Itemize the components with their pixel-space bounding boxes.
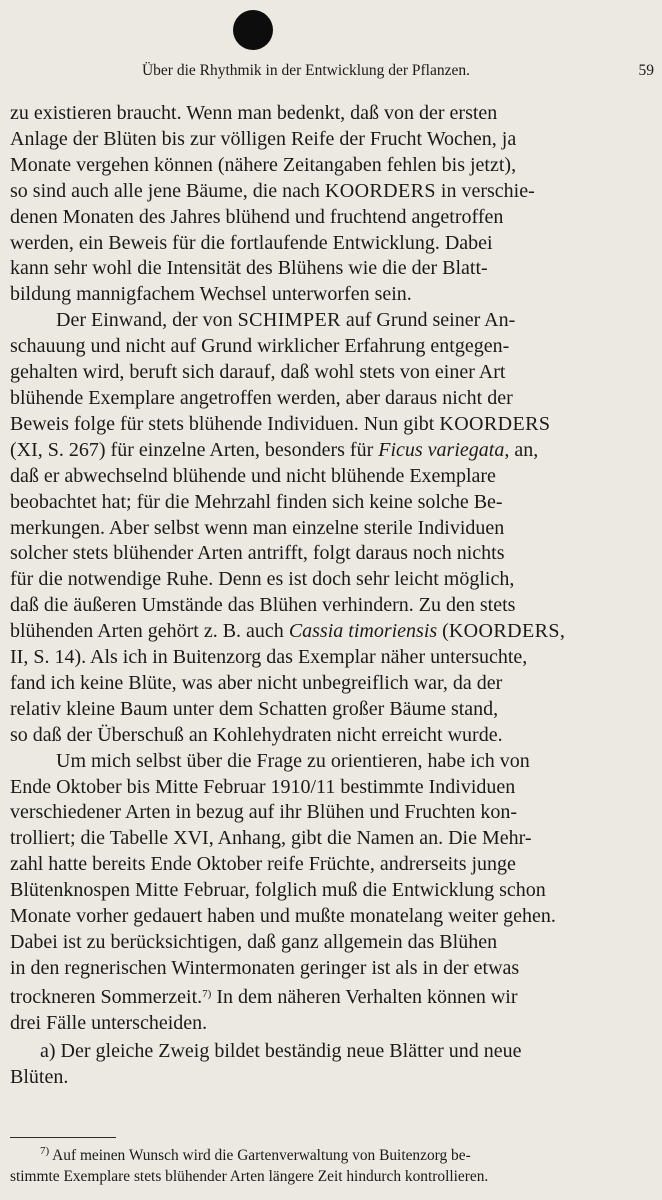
text-line: Beweis folge für stets blühende Individuen. Nun gibt KOORDERS — [10, 412, 551, 435]
text-line: relativ kleine Baum unter dem Schatten großer Bäume stand, — [10, 697, 499, 720]
text-line: zahl hatte bereits Ende Oktober reife Früchte, andrerseits junge — [10, 853, 516, 876]
text-line: Um mich selbst über die Frage zu orientieren, habe ich von — [56, 749, 530, 772]
species-name: Ficus variegata — [378, 438, 505, 461]
text-line: schauung und nicht auf Grund wirklicher Erfahrung entgegen- — [10, 335, 510, 358]
paragraph-1 — [10, 101, 656, 308]
text-line: daß die äußeren Umstände das Blühen verhindern. Zu den stets — [10, 594, 516, 617]
text-line: kann sehr wohl die Intensität des Blühens wie die der Blatt- — [10, 257, 488, 280]
text-line: verschiedener Arten in bezug auf ihr Blühen und Fruchten kon- — [10, 801, 518, 824]
author-name: KOORDERS — [448, 620, 560, 643]
running-title: Über die Rhythmik in der Entwicklung der Pflanzen. — [141, 62, 470, 79]
author-name: SCHIMPER — [237, 309, 341, 332]
text-line: drei Fälle unterscheiden. — [10, 1011, 208, 1034]
text-line: zu existieren braucht. Wenn man bedenkt, daß von der ersten — [10, 102, 498, 124]
footnote-rule — [10, 1137, 116, 1138]
text-line: gehalten wird, beruft sich darauf, daß wohl stets von einer Art — [10, 361, 506, 384]
text-line: blühenden Arten gehört z. B. auch Cassia timoriensis (KOORDERS, — [10, 620, 565, 643]
text-line: Monate vergehen können (nähere Zeitangaben fehlen bis jetzt), — [10, 153, 517, 176]
text-line: Ende Oktober bis Mitte Februar 1910/11 bestimmte Individuen — [10, 775, 516, 798]
footnote-line: $^{7)}$ Auf meinen Wunsch wird die Gartenverwaltung von Buitenzorg be- — [40, 1145, 471, 1164]
text-line: Anlage der Blüten bis zur völligen Reife der Frucht Wochen, ja — [10, 127, 517, 150]
text-line: Blüten. — [10, 1065, 69, 1088]
text-line: bildung mannigfachem Wechsel unterworfen sein. — [10, 283, 412, 306]
footnote-marker: 7) — [40, 1145, 50, 1157]
footnote-marker: 7) — [202, 987, 212, 1000]
footnote — [10, 1141, 656, 1187]
text-line: beobachtet hat; für die Mehrzahl finden sich keine solche Be- — [10, 490, 503, 513]
paragraph-3 — [10, 749, 656, 1037]
body-text — [10, 101, 656, 1090]
running-head — [0, 62, 662, 86]
species-name: Cassia timoriensis — [288, 620, 438, 643]
page-number: 59 — [638, 62, 654, 79]
text-line: in den regnerischen Wintermonaten geringer ist als in der etwas — [10, 956, 520, 979]
text-line: so sind auch alle jene Bäume, die nach KOORDERS in verschie- — [10, 179, 535, 202]
paragraph-2 — [10, 308, 656, 748]
punch-hole — [233, 10, 273, 50]
text-line: a) Der gleiche Zweig bildet beständig neue Blätter und neue — [40, 1039, 522, 1062]
text-line: für die notwendige Ruhe. Denn es ist doch sehr leicht möglich, — [10, 568, 515, 591]
text-line: blühende Exemplare angetroffen werden, aber daraus nicht der — [10, 386, 513, 409]
text-line: merkungen. Aber selbst wenn man einzelne sterile Individuen — [10, 516, 505, 539]
text-line: Blütenknospen Mitte Februar, folglich muß die Entwicklung schon — [10, 879, 546, 902]
text-line: Monate vorher gedauert haben und mußte monatelang weiter gehen. — [10, 905, 556, 928]
text-line: Der Einwand, der von SCHIMPER auf Grund seiner An- — [56, 309, 516, 332]
paragraph-4 — [10, 1039, 656, 1091]
text-line: werden, ein Beweis für die fortlaufende Entwicklung. Dabei — [10, 231, 493, 254]
footnote-line: stimmte Exemplare stets blühender Arten längere Zeit hindurch kontrollieren. — [10, 1168, 489, 1185]
text-line: Dabei ist zu berücksichtigen, daß ganz allgemein das Blühen — [10, 931, 498, 953]
text-line: fand ich keine Blüte, was aber nicht unbegreiflich war, da der — [10, 671, 503, 694]
text-line: (XI, S. 267) für einzelne Arten, besonders für Ficus variegata, an, — [10, 438, 539, 461]
text-line: so daß der Überschuß an Kohlehydraten nicht erreicht wurde. — [10, 723, 503, 746]
author-name: KOORDERS — [324, 179, 436, 202]
text-line: trolliert; die Tabelle XVI, Anhang, gibt die Namen an. Die Mehr- — [10, 827, 532, 850]
text-line: solcher stets blühender Arten antrifft, folgt daraus noch nichts — [10, 542, 505, 565]
author-name: KOORDERS — [439, 412, 551, 435]
text-line: trockneren Sommerzeit.$^{7)}$ In dem näheren Verhalten können wir — [10, 985, 518, 1008]
text-line: II, S. 14). Als ich in Buitenzorg das Exemplar näher untersuchte, — [10, 646, 528, 669]
text-line: daß er abwechselnd blühende und nicht blühende Exemplare — [10, 464, 496, 487]
text-line: denen Monaten des Jahres blühend und fruchtend angetroffen — [10, 205, 504, 228]
